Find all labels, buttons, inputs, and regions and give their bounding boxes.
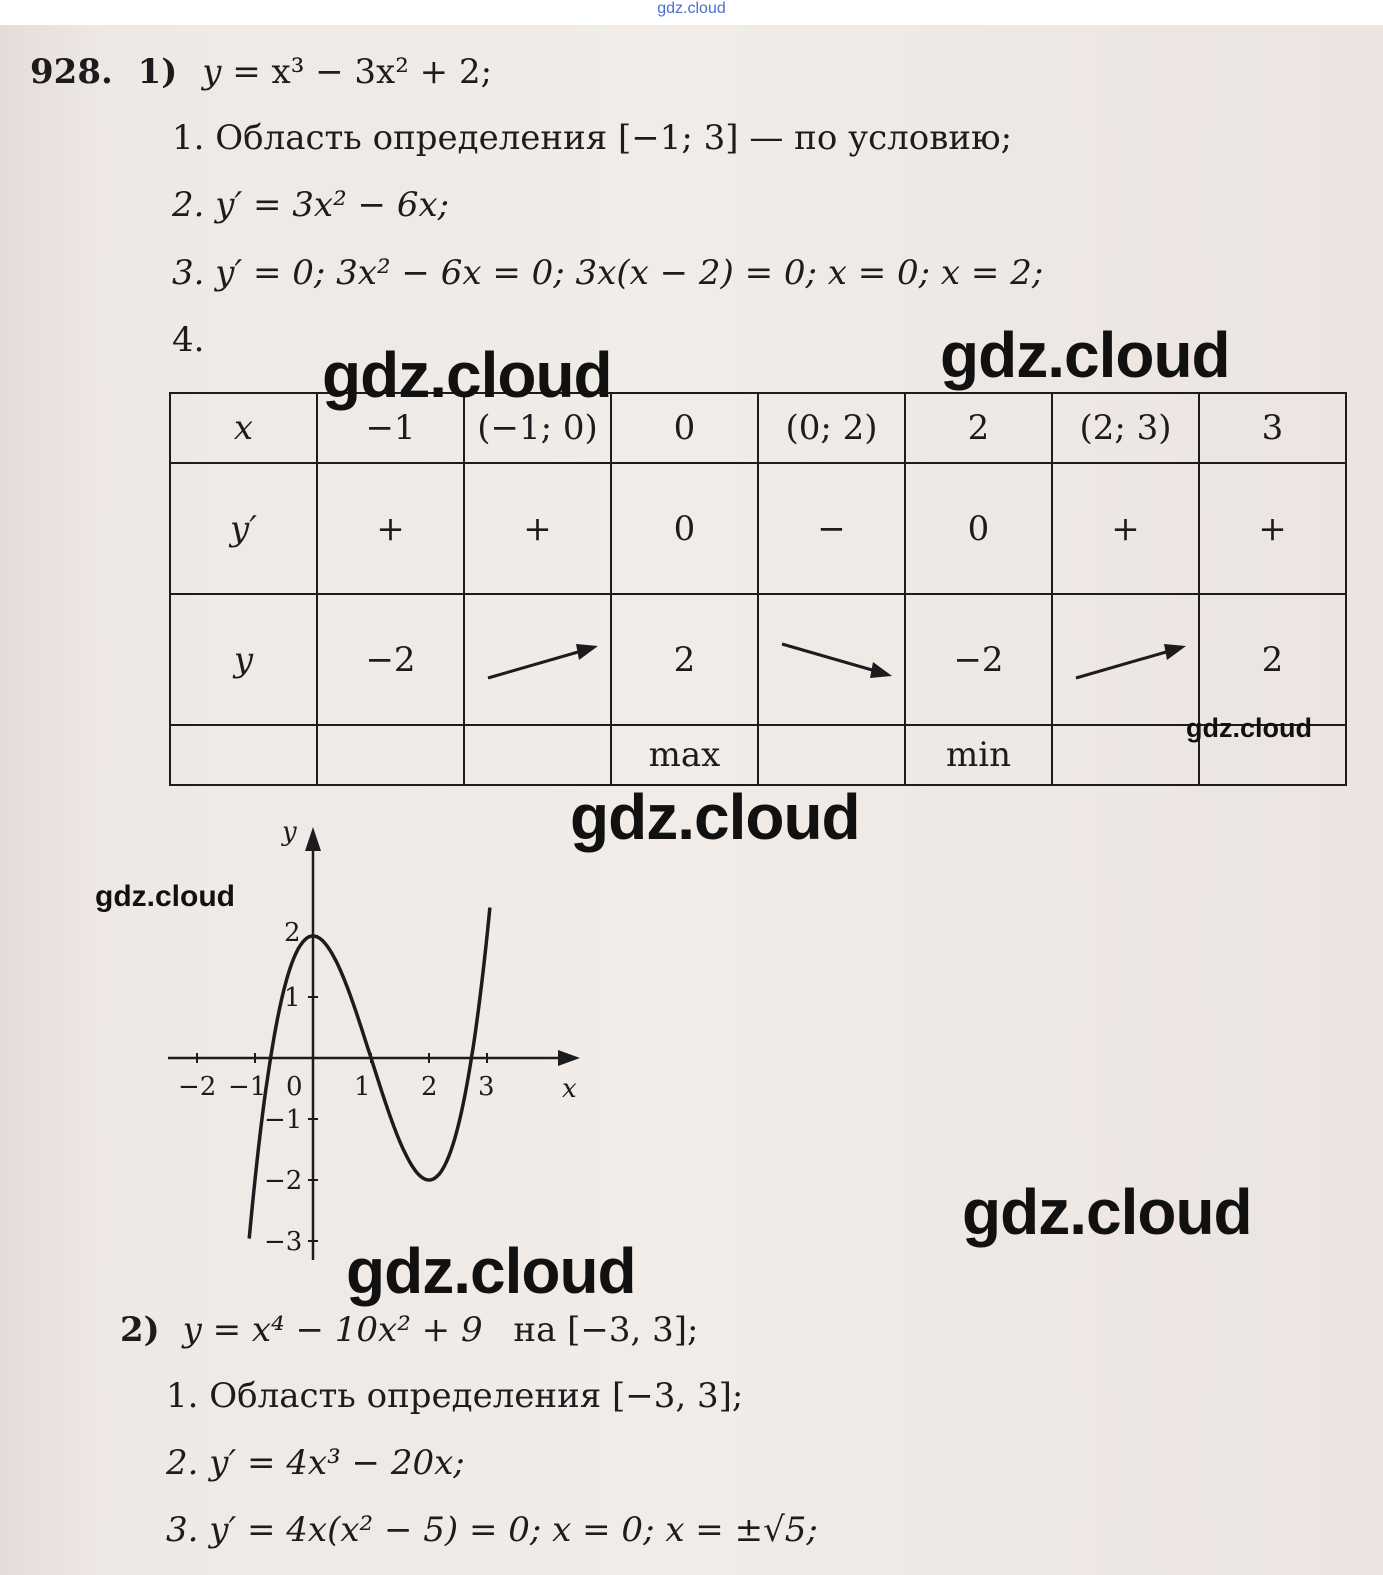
table-cell <box>317 725 464 785</box>
increasing-arrow-icon <box>473 630 603 690</box>
y-tick-label: −3 <box>264 1227 303 1257</box>
part2-header <box>120 1310 699 1350</box>
table-cell: 2 <box>1199 594 1346 725</box>
watermark: gdz.cloud <box>962 1176 1252 1248</box>
problem-header <box>30 52 492 92</box>
table-cell: 3 <box>1199 393 1346 463</box>
increasing-arrow-cell <box>464 594 611 725</box>
table-cell: 0 <box>611 463 758 594</box>
x-axis-arrow-icon <box>558 1050 580 1066</box>
part2-step-2: 2. y′ = 4x³ − 20x; <box>166 1443 465 1483</box>
part2-step-3: 3. y′ = 4x(x² − 5) = 0; x = 0; x = ±√5; <box>166 1510 818 1550</box>
table-cell: y′ <box>170 463 317 594</box>
y-tick-label: 2 <box>284 918 301 948</box>
part1-step-1: 1. Область определения [−1; 3] — по условию; <box>172 118 1013 158</box>
part2-domain-note: на [−3, 3]; <box>513 1310 699 1350</box>
y-axis-arrow-icon <box>305 827 321 851</box>
y-tick-label: −1 <box>264 1105 303 1135</box>
x-tick-label: −1 <box>228 1072 267 1102</box>
part1-step-3: 3. y′ = 0; 3x² − 6x = 0; 3x(x − 2) = 0; x = 0; x = 2; <box>172 253 1044 293</box>
function-study-table <box>169 392 1347 786</box>
table-cell: − <box>758 463 905 594</box>
table-cell: + <box>1052 463 1199 594</box>
table-cell: 0 <box>905 463 1052 594</box>
x-axis-label: x <box>562 1074 577 1104</box>
table-cell: x <box>170 393 317 463</box>
table-cell-min: min <box>905 725 1052 785</box>
table-cell: 0 <box>611 393 758 463</box>
x-tick-label: −2 <box>178 1072 217 1102</box>
watermark: gdz.cloud <box>95 880 235 913</box>
watermark: gdz.cloud <box>940 319 1230 391</box>
part1-step-4: 4. <box>172 320 205 360</box>
watermark: gdz.cloud <box>346 1235 636 1307</box>
table-cell: (2; 3) <box>1052 393 1199 463</box>
decreasing-arrow-cell <box>758 594 905 725</box>
y-axis-label: y <box>282 817 297 847</box>
y-tick-label: −2 <box>264 1166 303 1196</box>
table-cell: + <box>464 463 611 594</box>
increasing-arrow-cell <box>1052 594 1199 725</box>
increasing-arrow-icon <box>1061 630 1191 690</box>
table-row-extrema <box>170 725 1346 785</box>
table-cell <box>1052 725 1199 785</box>
top-watermark: gdz.cloud <box>657 0 726 17</box>
table-cell <box>758 725 905 785</box>
x-tick-label: 1 <box>354 1072 371 1102</box>
part2-label: 2) <box>120 1310 160 1350</box>
table-cell: y <box>170 594 317 725</box>
watermark: gdz.cloud <box>570 781 860 853</box>
table-cell: 2 <box>905 393 1052 463</box>
decreasing-arrow-icon <box>767 630 897 690</box>
table-cell: (−1; 0) <box>464 393 611 463</box>
table-cell: + <box>317 463 464 594</box>
table-cell: + <box>1199 463 1346 594</box>
table-cell <box>170 725 317 785</box>
part1-step-2: 2. y′ = 3x² − 6x; <box>172 185 450 225</box>
x-tick-label: 2 <box>421 1072 438 1102</box>
watermark: gdz.cloud <box>1186 713 1312 743</box>
part1-func-rhs: = x³ − 3x² + 2; <box>232 52 493 92</box>
table-cell <box>464 725 611 785</box>
table-cell: −2 <box>317 594 464 725</box>
table-row-derivative <box>170 463 1346 594</box>
problem-number: 928. <box>30 52 113 92</box>
top-bar <box>0 0 1383 25</box>
table-row-y <box>170 594 1346 725</box>
table-cell: −1 <box>317 393 464 463</box>
watermark: gdz.cloud <box>322 339 612 411</box>
x-tick-label: 3 <box>478 1072 495 1102</box>
table-cell: −2 <box>905 594 1052 725</box>
table-cell-max: max <box>611 725 758 785</box>
part2-func: y = x⁴ − 10x² + 9 <box>182 1310 483 1350</box>
part1-label: 1) <box>137 52 178 92</box>
y-tick-label: 1 <box>284 983 301 1013</box>
x-tick-label: 0 <box>286 1072 303 1102</box>
part2-step-1: 1. Область определения [−3, 3]; <box>166 1376 744 1416</box>
table-cell: 2 <box>611 594 758 725</box>
part1-func-lhs: y <box>202 52 222 92</box>
table-cell: (0; 2) <box>758 393 905 463</box>
